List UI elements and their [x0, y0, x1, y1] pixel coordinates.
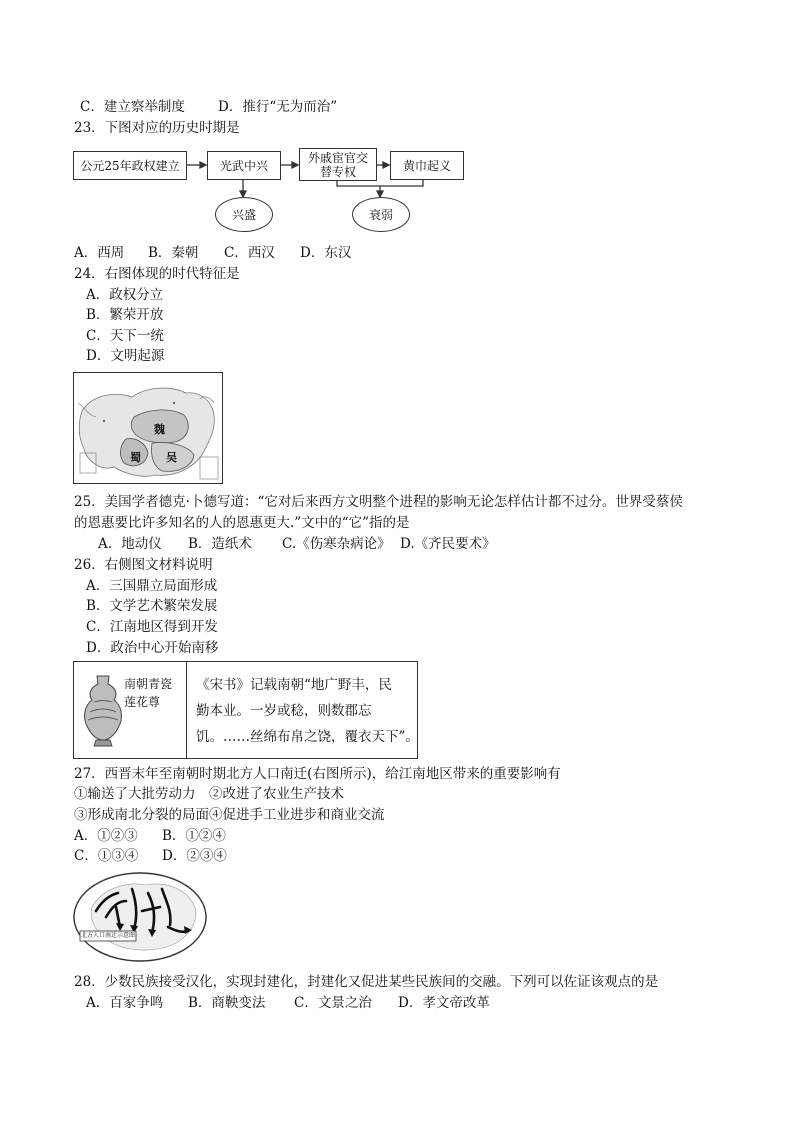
q26-quote-line3: 饥。……丝绵布帛之饶，覆衣天下”。	[196, 729, 419, 745]
q26-quote-line2: 勤本业。一岁或稔，则数郡忘	[196, 703, 372, 719]
q25-option-a: A．地动仪	[98, 536, 162, 552]
flow-box-uprising: 黄巾起义	[390, 151, 464, 180]
flow-box-dictatorship-line1: 外戚宦官交	[307, 150, 368, 165]
q25-stem-line1: 25．美国学者德克·卜德写道：“它对后来西方文明整个进程的影响无论怎样估计都不过分。世界受蔡侯	[74, 494, 683, 510]
flow-box-establishment: 公元25年政权建立	[73, 151, 187, 180]
q23-option-c: C．西汉	[224, 245, 275, 261]
q22-option-c: C．建立察举制度	[80, 99, 185, 115]
three-kingdoms-map-drawing	[74, 373, 222, 483]
q27-items-line2: ③形成南北分裂的局面④促进手工业进步和商业交流	[74, 807, 385, 823]
q25-option-d: D.《齐民要术》	[400, 536, 496, 552]
q26-option-d: D．政治中心开始南移	[86, 640, 219, 656]
q23-option-b: B．秦朝	[148, 245, 199, 261]
q27-option-d: D．②③④	[162, 848, 227, 864]
q26-caption-line2: 莲花尊	[124, 695, 161, 709]
flow-ellipse-decline: 衰弱	[352, 197, 410, 232]
flow-box-dictatorship-line2: 替专权	[319, 164, 356, 179]
q26-option-b: B．文学艺术繁荣发展	[86, 598, 218, 614]
q25-option-b: B．造纸术	[188, 536, 252, 552]
q26-option-c: C．江南地区得到开发	[86, 619, 218, 635]
q26-stem: 26．右侧图文材料说明	[74, 557, 213, 573]
q28-stem: 28．少数民族接受汉化，实现封建化，封建化又促进某些民族间的交融。下列可以佐证该观点的是	[74, 974, 659, 990]
migration-map-legend: 北方人口南迁示意图	[81, 932, 135, 939]
q27-option-c: C．①③④	[74, 848, 139, 864]
q24-option-b: B．繁荣开放	[86, 307, 164, 323]
q26-divider	[186, 662, 187, 758]
flow-box-revival: 光武中兴	[207, 151, 281, 180]
q27-items-line1: ①输送了大批劳动力 ②改进了农业生产技术	[74, 786, 344, 802]
q27-option-a: A．①②③	[74, 828, 138, 844]
q28-option-a: A．百家争鸣	[86, 995, 164, 1011]
flow-ellipse-prosperity: 兴盛	[215, 197, 273, 232]
q28-option-c: C．文景之治	[294, 995, 372, 1011]
q28-option-b: B．商鞅变法	[188, 995, 266, 1011]
three-kingdoms-map	[73, 372, 223, 484]
migration-map-drawing	[72, 871, 208, 963]
flow-box-dictatorship	[299, 148, 377, 181]
q23-option-a: A．西周	[74, 245, 125, 261]
map-label-shu: 蜀	[130, 451, 141, 464]
q27-stem: 27．西晋末年至南朝时期北方人口南迁(右图所示)，给江南地区带来的重要影响有	[74, 766, 561, 782]
q26-material-box	[73, 661, 418, 759]
q27-option-b: B．①②④	[162, 828, 226, 844]
lotus-zun-vase-image	[78, 672, 128, 750]
q22-option-d: D．推行“无为而治”	[218, 99, 338, 115]
q23-stem: 23．下图对应的历史时期是	[74, 120, 240, 136]
q25-option-c: C.《伤寒杂病论》	[282, 536, 391, 552]
q24-option-a: A．政权分立	[86, 287, 164, 303]
migration-map	[72, 871, 208, 963]
q24-stem: 24．右图体现的时代特征是	[74, 266, 240, 282]
q24-option-d: D．文明起源	[86, 348, 165, 364]
q28-option-d: D．孝文帝改革	[398, 995, 490, 1011]
q26-quote-line1: 《宋书》记载南朝“地广野丰，民	[196, 677, 392, 693]
q23-option-d: D．东汉	[300, 245, 352, 261]
map-label-wu: 吴	[166, 451, 177, 464]
q25-stem-line2: 的恩惠要比许多知名的人的恩惠更大.”文中的“它”指的是	[74, 515, 410, 531]
q24-option-c: C．天下一统	[86, 328, 164, 344]
q26-option-a: A．三国鼎立局面形成	[86, 578, 218, 594]
map-label-wei: 魏	[154, 423, 165, 436]
q26-caption-line1: 南朝青瓷	[124, 677, 173, 691]
